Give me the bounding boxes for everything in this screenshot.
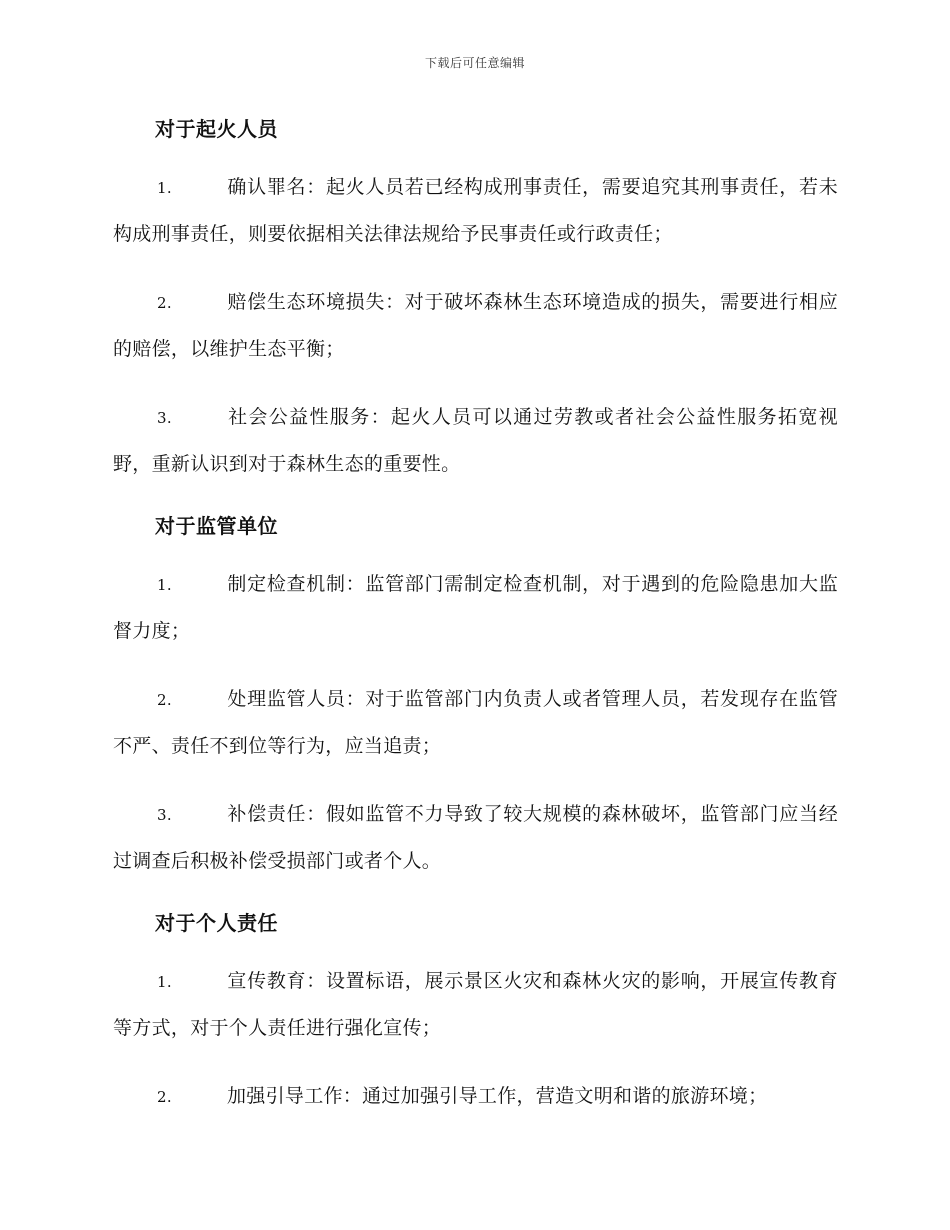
- list-item: [113, 791, 838, 884]
- item-number: 1.: [157, 576, 172, 594]
- item-number: 3.: [157, 806, 172, 824]
- item-number: 1.: [157, 973, 172, 991]
- list-item: [113, 958, 838, 1051]
- section-personal-responsibility: [113, 906, 838, 1120]
- item-number: 2.: [157, 1088, 172, 1106]
- item-number: 3.: [157, 409, 172, 427]
- item-text: 加强引导工作：通过加强引导工作，营造文明和谐的旅游环境；: [227, 1085, 768, 1107]
- item-text: 制定检查机制：监管部门需制定检查机制，对于遇到的危险隐患加大监督力度；: [113, 573, 838, 642]
- list-item: [113, 1073, 838, 1120]
- list-item: [113, 561, 838, 654]
- item-text: 补偿责任：假如监管不力导致了较大规模的森林破坏，监管部门应当经过调查后积极补偿受损部门或者个人。: [113, 803, 838, 872]
- item-number: 2.: [157, 294, 172, 312]
- list-item: [113, 279, 838, 372]
- section-heading: 对于起火人员: [155, 117, 278, 141]
- section-heading: 对于监管单位: [155, 514, 278, 538]
- item-text: 处理监管人员：对于监管部门内负责人或者管理人员，若发现存在监管不严、责任不到位等行为，应当追责；: [113, 688, 838, 757]
- item-number: 2.: [157, 691, 172, 709]
- item-number: 1.: [157, 179, 172, 197]
- list-item: [113, 394, 838, 487]
- item-text: 社会公益性服务：起火人员可以通过劳教或者社会公益性服务拓宽视野，重新认识到对于森林生态的重要性。: [113, 406, 838, 475]
- list-item: [113, 164, 838, 257]
- section-fire-starters: [113, 112, 838, 487]
- document-body: [113, 112, 838, 1142]
- list-item: [113, 676, 838, 769]
- page-header: 下载后可任意编辑: [424, 56, 525, 70]
- section-supervisory-units: [113, 509, 838, 884]
- item-text: 宣传教育：设置标语，展示景区火灾和森林火灾的影响，开展宣传教育等方式，对于个人责任进行强化宣传；: [113, 970, 838, 1039]
- item-text: 确认罪名：起火人员若已经构成刑事责任，需要追究其刑事责任，若未构成刑事责任，则要依据相关法律法规给予民事责任或行政责任；: [113, 176, 838, 245]
- item-text: 赔偿生态环境损失：对于破坏森林生态环境造成的损失，需要进行相应的赔偿，以维护生态平衡；: [113, 291, 838, 360]
- section-heading: 对于个人责任: [155, 911, 278, 935]
